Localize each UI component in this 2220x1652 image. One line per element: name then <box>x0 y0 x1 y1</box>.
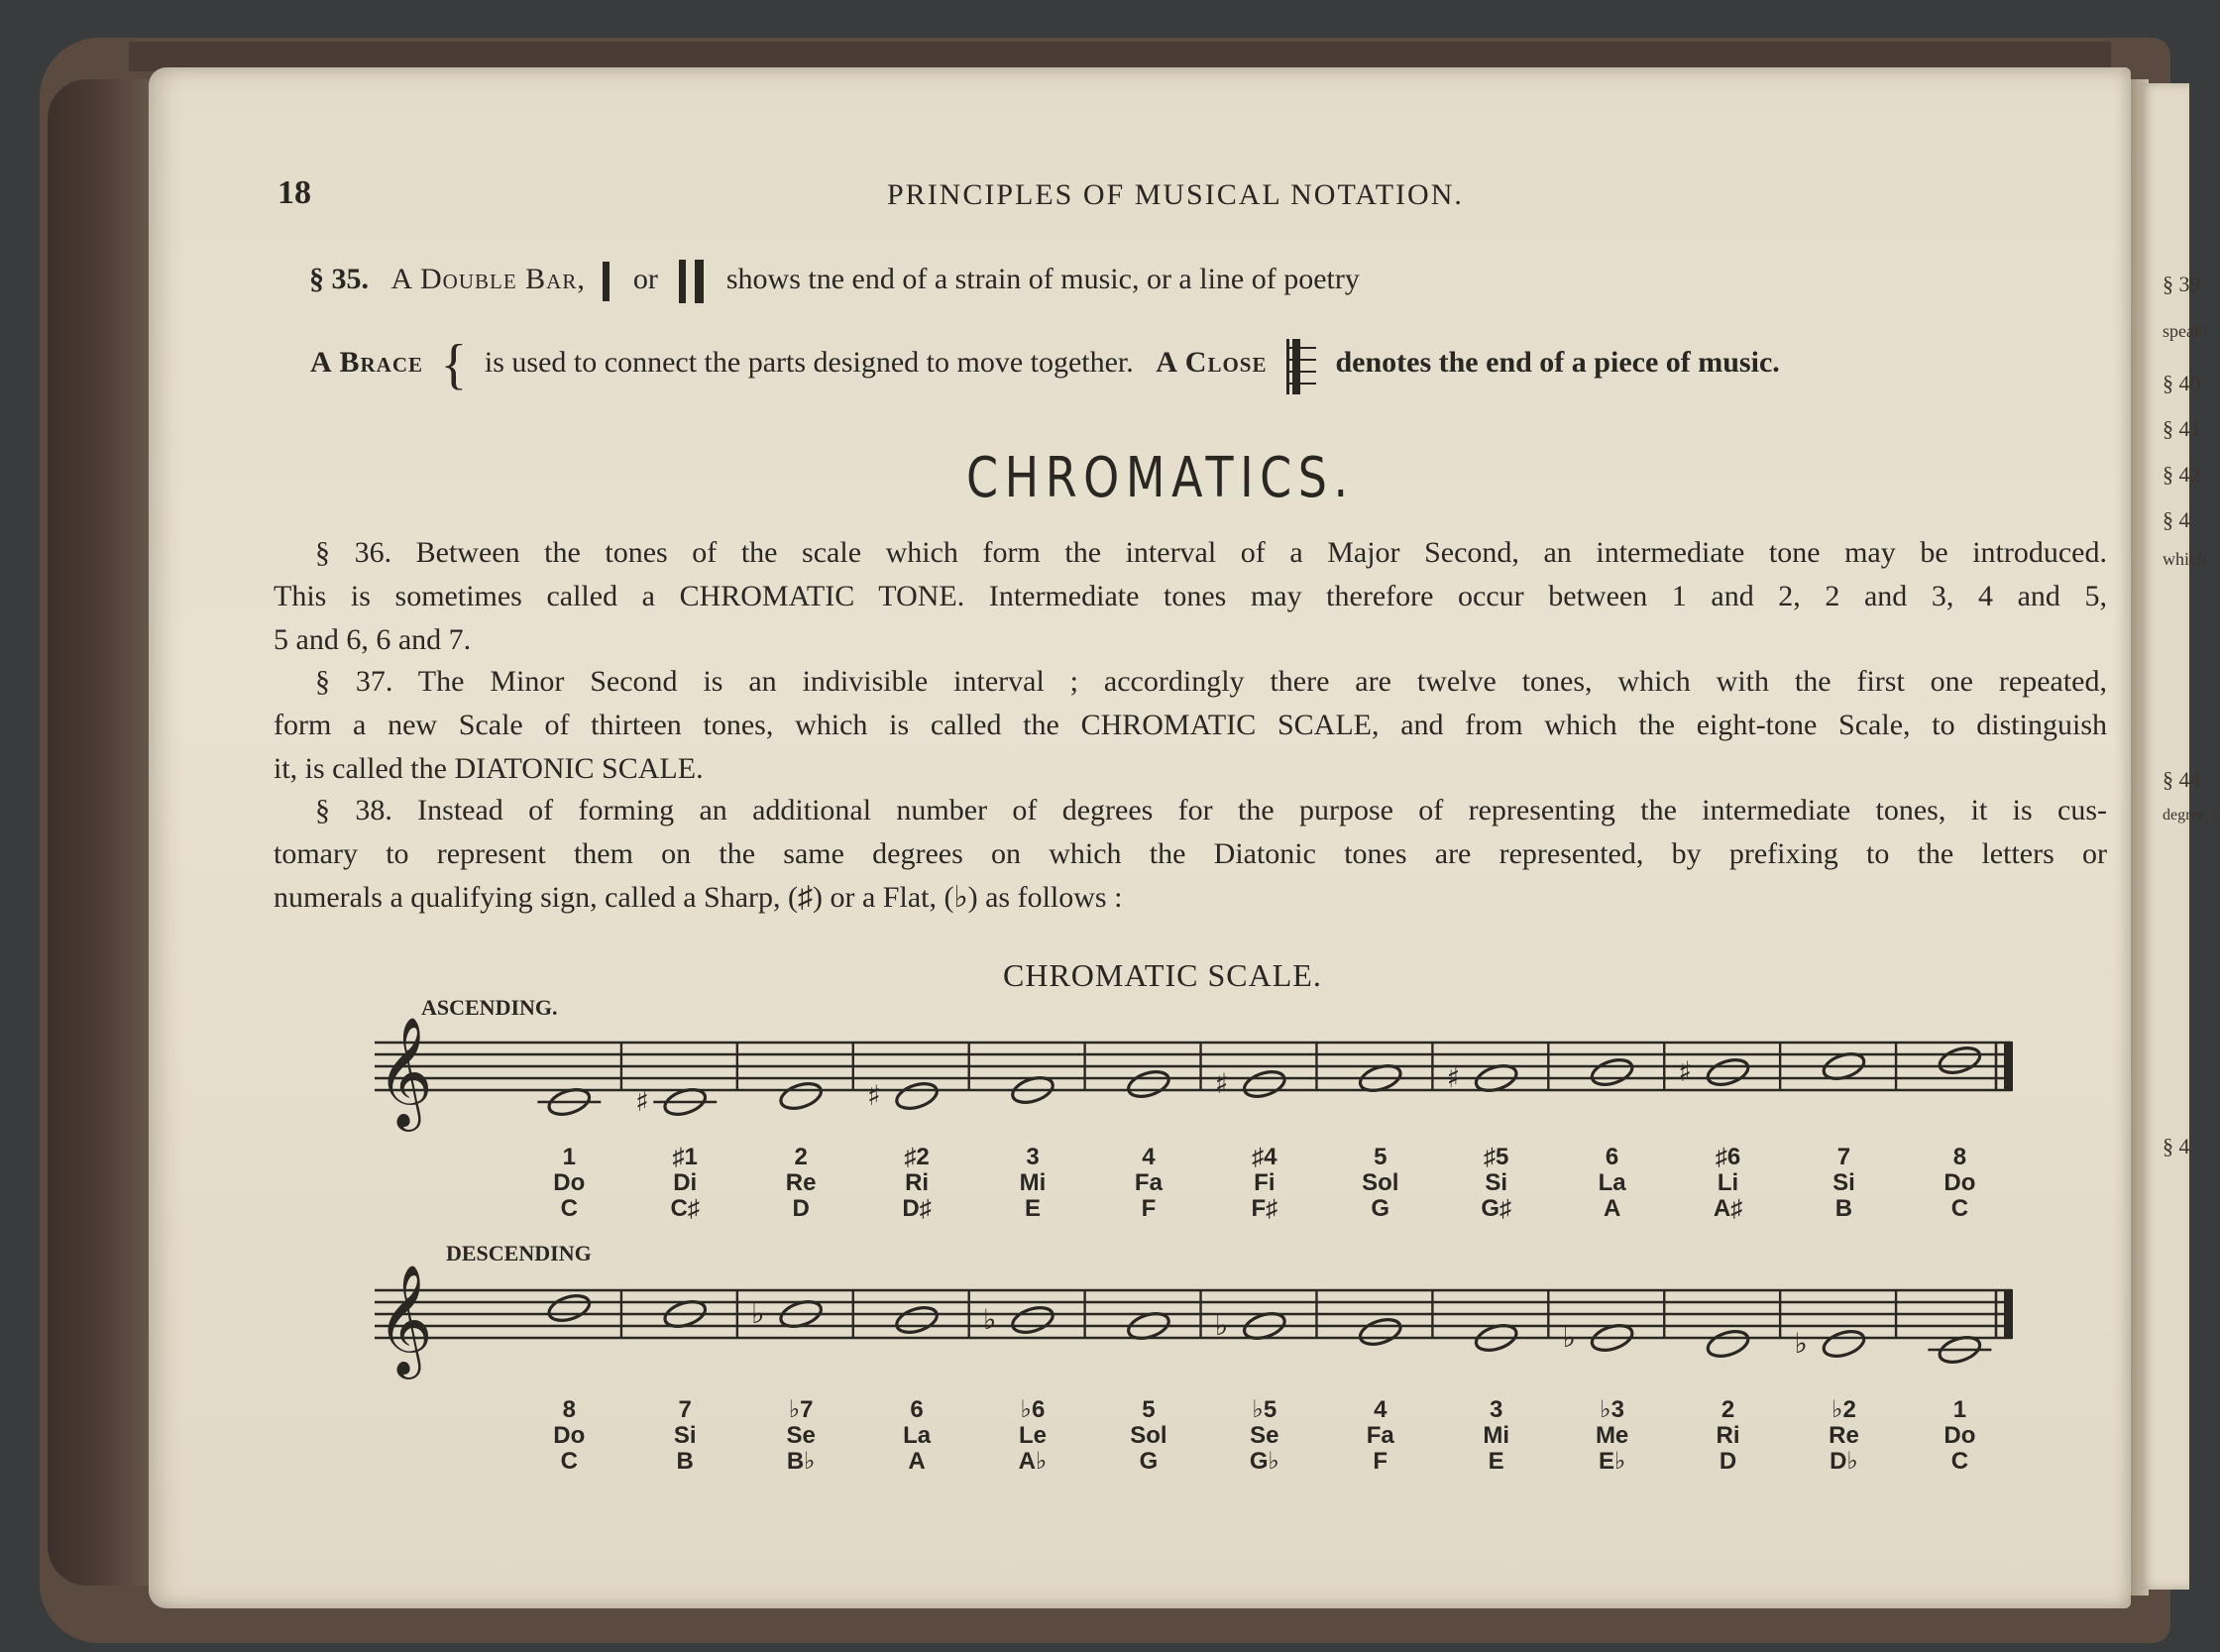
close-symbol <box>1286 335 1316 394</box>
scale-numeral: 4 <box>1374 1396 1388 1423</box>
section-35-line-2 <box>310 335 1780 394</box>
section-35-line-1 <box>309 260 1360 303</box>
solfege-syllable: La <box>1598 1169 1626 1196</box>
whole-note-head <box>894 1079 941 1113</box>
scale-numeral: ♭6 <box>1020 1396 1046 1423</box>
paragraph-line: 5 and 6, 6 and 7. <box>274 623 472 656</box>
solfege-syllable: Mi <box>1019 1169 1047 1196</box>
book-spine <box>48 79 157 1586</box>
note-letter: A♭ <box>1018 1448 1048 1475</box>
note-letter: A <box>908 1448 926 1475</box>
note-letter: A♯ <box>1713 1195 1743 1222</box>
solfege-syllable: Re <box>785 1169 817 1196</box>
solfege-syllable: Fi <box>1254 1169 1276 1196</box>
right-page-text: § 4 <box>2163 507 2190 532</box>
term-close: A Close <box>1156 345 1268 379</box>
scale-numeral: 3 <box>1490 1396 1503 1423</box>
solfege-syllable: Le <box>1018 1422 1048 1449</box>
scale-numeral: ♯2 <box>904 1144 930 1170</box>
paragraph-line: § 36. Between the tones of the scale which form the interval of a Major Second, an intermediate tone may be introduced. <box>315 536 2107 569</box>
brace-symbol: { <box>440 334 468 395</box>
solfege-syllable: Fa <box>1366 1422 1394 1449</box>
whole-note <box>894 1079 941 1113</box>
flat-icon: ♭ <box>983 1303 997 1336</box>
whole-note-head <box>1126 1067 1172 1101</box>
term-brace: A Brace <box>310 345 424 379</box>
note-letter: C <box>560 1195 578 1222</box>
solfege-syllable: Ri <box>905 1169 930 1196</box>
whole-note-head <box>1705 1327 1751 1361</box>
whole-note-head <box>1589 1055 1635 1089</box>
solfege-syllable: La <box>903 1422 932 1449</box>
whole-note-head <box>1010 1303 1056 1337</box>
flat-icon: ♭ <box>1794 1327 1808 1360</box>
final-barline <box>2004 1042 2013 1091</box>
whole-note <box>1705 1327 1751 1361</box>
note-letter: C <box>1950 1448 1969 1475</box>
note-letter: D♭ <box>1830 1448 1858 1475</box>
right-page-text: § 42 <box>2163 462 2201 487</box>
right-page-fragment <box>2141 83 2220 1590</box>
note-letter: E♭ <box>1598 1448 1626 1475</box>
solfege-syllable: Si <box>1485 1169 1508 1196</box>
note-letter: E <box>1488 1448 1504 1475</box>
whole-note <box>1705 1055 1751 1089</box>
scale-numeral: 6 <box>910 1396 924 1423</box>
section-number: § 35. <box>309 262 369 295</box>
note-letter: F <box>1373 1448 1388 1475</box>
scale-numeral: 4 <box>1142 1144 1156 1170</box>
whole-note <box>1821 1327 1867 1361</box>
section-36 <box>274 531 2107 662</box>
whole-note <box>1241 1067 1287 1101</box>
whole-note-head <box>778 1079 825 1113</box>
paragraph-line: form a new Scale of thirteen tones, which is called the CHROMATIC SCALE, and from which the eight-tone Scale, to distinguish <box>274 709 2107 741</box>
scale-numeral: 5 <box>1142 1396 1156 1423</box>
right-page-text: § 41 <box>2163 416 2201 441</box>
flat-icon: ♭ <box>751 1297 765 1330</box>
sharp-icon: ♯ <box>867 1079 881 1112</box>
descending-label: DESCENDING <box>446 1241 592 1266</box>
ascending-staff <box>367 1016 2042 1249</box>
whole-note-head <box>1241 1067 1287 1101</box>
scale-numeral: ♭7 <box>788 1396 814 1423</box>
paragraph-line: it, is called the DIATONIC SCALE. <box>274 752 704 785</box>
note-letter: G <box>1371 1195 1390 1222</box>
or-text: or <box>632 262 658 295</box>
scale-numeral: 3 <box>1026 1144 1040 1170</box>
scale-numeral: 8 <box>1952 1144 1967 1170</box>
right-page-text: § 4 <box>2163 1134 2190 1158</box>
scale-numeral: 8 <box>562 1396 576 1423</box>
note-letter: E <box>1024 1195 1042 1222</box>
note-letter: B <box>676 1448 694 1475</box>
double-bar-symbol-2 <box>677 260 707 303</box>
term-double-bar: A Double Bar, <box>390 262 586 295</box>
scale-numeral: 5 <box>1374 1144 1388 1170</box>
whole-note <box>546 1291 593 1325</box>
note-letter: F <box>1141 1195 1157 1222</box>
scale-numeral: ♯4 <box>1252 1144 1277 1170</box>
whole-note <box>894 1303 941 1337</box>
solfege-syllable: Do <box>553 1422 586 1449</box>
paragraph-line: § 38. Instead of forming an additional number of degrees for the purpose of representing the intermediate tones, it is cus- <box>315 794 2107 826</box>
solfege-syllable: Sol <box>1130 1422 1167 1449</box>
page-number: 18 <box>278 174 311 211</box>
paragraph-line: tomary to represent them on the same degrees on which the Diatonic tones are represented, by prefixing to the letters or <box>274 837 2107 870</box>
scale-numeral: ♭2 <box>1832 1396 1856 1423</box>
whole-note <box>1010 1303 1056 1337</box>
section-35-text-3: denotes the end of a piece of music. <box>1335 345 1780 379</box>
note-letter: B <box>1834 1195 1853 1222</box>
whole-note-head <box>1937 1044 1983 1077</box>
solfege-syllable: Si <box>1832 1169 1855 1196</box>
note-letter: B♭ <box>786 1448 816 1475</box>
paragraph-line: This is sometimes called a CHROMATIC TONE. Intermediate tones may therefore occur between 1 and 2, 2 and 3, 4 and 5, <box>274 580 2107 612</box>
whole-note <box>1126 1067 1172 1101</box>
note-letter: C <box>1950 1195 1969 1222</box>
solfege-syllable: Sol <box>1362 1169 1399 1196</box>
solfege-syllable: Se <box>1250 1422 1279 1449</box>
whole-note-head <box>546 1291 593 1325</box>
note-letter: G <box>1139 1448 1159 1475</box>
note-letter: D <box>792 1195 810 1222</box>
solfege-syllable: Do <box>1943 1422 1976 1449</box>
note-letter: F♯ <box>1251 1195 1278 1222</box>
solfege-syllable: Ri <box>1716 1422 1740 1449</box>
paragraph-line: numerals a qualifying sign, called a Sharp, (♯) or a Flat, (♭) as follows : <box>274 881 1123 914</box>
scale-numeral: 2 <box>794 1144 808 1170</box>
right-page-text: § 39 <box>2163 272 2201 296</box>
section-37 <box>274 660 2107 791</box>
paragraph-line: § 37. The Minor Second is an indivisible interval ; accordingly there are twelve tones, which with the first one repeated, <box>315 665 2107 698</box>
note-letter: G♯ <box>1481 1195 1512 1222</box>
flat-icon: ♭ <box>1562 1321 1576 1354</box>
section-heading: CHROMATICS. <box>966 446 1355 510</box>
section-35-text-1: shows tne end of a strain of music, or a line of poetry <box>725 262 1360 295</box>
sharp-icon: ♯ <box>1214 1067 1229 1100</box>
scale-numeral: ♯6 <box>1715 1144 1741 1170</box>
solfege-syllable: Li <box>1717 1169 1739 1196</box>
sharp-icon: ♯ <box>1678 1055 1693 1088</box>
note-letter: C♯ <box>670 1195 700 1222</box>
section-38 <box>274 789 2107 920</box>
note-letter: D <box>1719 1448 1737 1475</box>
solfege-syllable: Se <box>786 1422 816 1449</box>
scale-numeral: ♯5 <box>1484 1144 1509 1170</box>
scale-numeral: ♭3 <box>1600 1396 1624 1423</box>
scale-numeral: 1 <box>562 1144 576 1170</box>
scale-numeral: ♯1 <box>672 1144 698 1170</box>
scale-numeral: 7 <box>678 1396 692 1423</box>
solfege-syllable: Me <box>1595 1422 1629 1449</box>
right-page-text: speaki <box>2163 321 2208 341</box>
whole-note-head <box>894 1303 941 1337</box>
chromatic-scale-title: CHROMATIC SCALE. <box>1003 957 1322 993</box>
solfege-syllable: Fa <box>1134 1169 1163 1196</box>
ascending-label: ASCENDING. <box>421 995 558 1020</box>
scale-numeral: 7 <box>1836 1144 1851 1170</box>
section-35-text-2: is used to connect the parts designed to move together. <box>484 345 1134 379</box>
running-title: PRINCIPLES OF MUSICAL NOTATION. <box>887 178 1464 211</box>
whole-note-head <box>1821 1327 1867 1361</box>
whole-note-head <box>1357 1315 1403 1349</box>
solfege-syllable: Si <box>673 1422 697 1449</box>
solfege-syllable: Do <box>553 1169 586 1196</box>
whole-note <box>778 1079 825 1113</box>
scale-numeral: 1 <box>1952 1396 1967 1423</box>
whole-note <box>1357 1315 1403 1349</box>
double-bar-symbol <box>603 262 610 301</box>
whole-note <box>1937 1044 1983 1077</box>
right-page-text: degree, e <box>2163 807 2220 824</box>
sharp-icon: ♯ <box>635 1085 649 1118</box>
solfege-syllable: Do <box>1943 1169 1976 1196</box>
solfege-syllable: Di <box>673 1169 698 1196</box>
solfege-syllable: Mi <box>1483 1422 1510 1449</box>
treble-clef-icon: 𝄞 <box>377 1264 433 1375</box>
note-letter: D♯ <box>902 1195 932 1222</box>
sharp-icon: ♯ <box>1446 1061 1461 1094</box>
solfege-syllable: Re <box>1829 1422 1859 1449</box>
note-letter: C <box>560 1448 578 1475</box>
final-barline <box>2004 1289 2013 1339</box>
scale-numeral: 6 <box>1605 1144 1619 1170</box>
whole-note-head <box>1705 1055 1751 1089</box>
whole-note <box>1589 1055 1635 1089</box>
descending-staff <box>367 1264 2042 1475</box>
treble-clef-icon: 𝄞 <box>377 1016 433 1127</box>
flat-icon: ♭ <box>1214 1309 1229 1342</box>
note-letter: G♭ <box>1249 1448 1279 1475</box>
scale-numeral: ♭5 <box>1252 1396 1277 1423</box>
right-page-text: which <box>2163 549 2206 569</box>
scale-numeral: 2 <box>1720 1396 1735 1423</box>
note-letter: A <box>1603 1195 1621 1222</box>
right-page-text: § 40 <box>2163 371 2201 395</box>
right-page-text: § 44 <box>2163 767 2201 792</box>
